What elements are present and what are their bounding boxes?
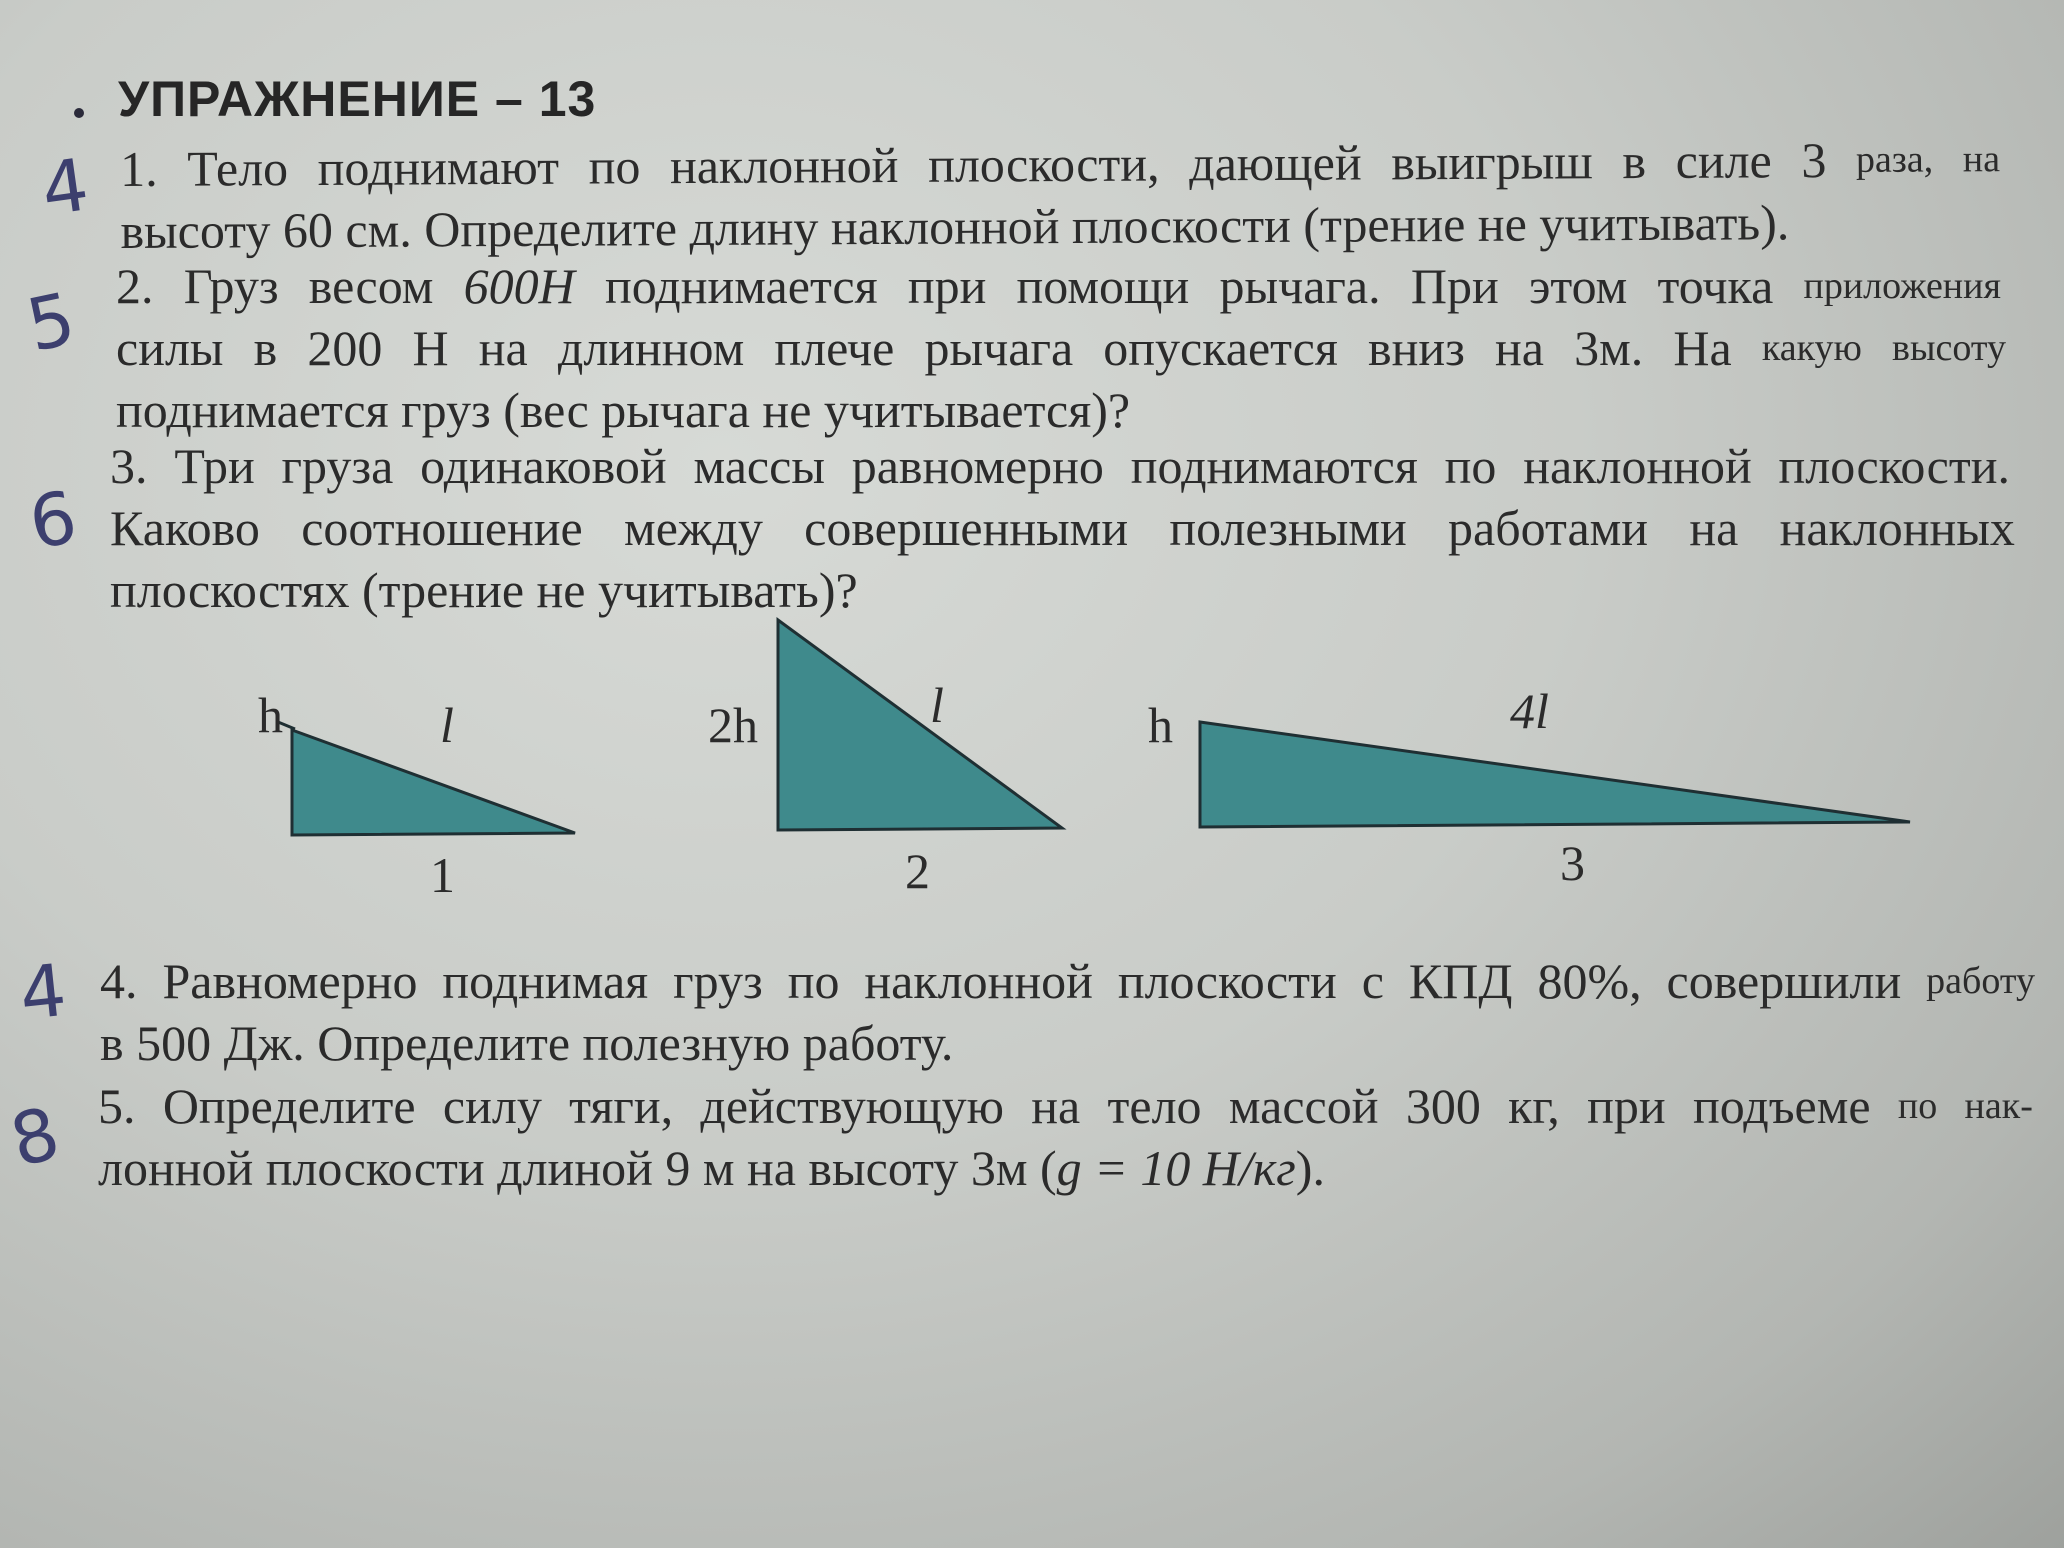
triangle-3: [1200, 722, 1910, 827]
word: на: [1494, 320, 1544, 376]
problem-5-line-1: [98, 1075, 2033, 1137]
word: 2.: [116, 258, 154, 314]
word: поднимая: [442, 953, 649, 1009]
word: Равномерно: [162, 953, 418, 1009]
word: поднимается: [604, 258, 878, 314]
hypotenuse-label-2: l: [930, 677, 944, 733]
word: приложения: [1803, 265, 2001, 307]
exercise-title: УПРАЖНЕНИЕ – 13: [118, 71, 597, 127]
word: точка: [1657, 258, 1774, 314]
word: силы: [116, 320, 224, 376]
text-segment: лонной плоскости длиной 9 м на высоту 3м (: [98, 1140, 1057, 1196]
word: помощи: [1016, 258, 1190, 314]
word: плоскости,: [927, 135, 1160, 193]
figure-number-2: 2: [905, 843, 930, 899]
text-segment: ).: [1295, 1140, 1325, 1196]
word: Каково: [110, 500, 260, 556]
word: на: [1689, 500, 1739, 556]
word: нак-: [1964, 1085, 2033, 1127]
triangle-2: [778, 620, 1062, 830]
word: совершили: [1666, 953, 1902, 1009]
word: кг,: [1508, 1078, 1560, 1134]
word: высоту: [1892, 327, 2006, 369]
word: тело: [1107, 1078, 1202, 1134]
word: На: [1673, 320, 1732, 376]
word: на: [1031, 1078, 1081, 1134]
word: работу: [1926, 960, 2035, 1002]
word: КПД: [1408, 953, 1513, 1009]
problem-4: [100, 950, 2035, 1074]
word: 300: [1405, 1078, 1481, 1134]
word: 3.: [110, 438, 148, 494]
word: наклонных: [1779, 500, 2015, 556]
word: груз: [673, 953, 763, 1009]
height-label-2: 2h: [708, 697, 758, 753]
word: поднимаются: [1130, 438, 1418, 494]
word: при: [907, 258, 987, 314]
word: по: [1444, 438, 1497, 494]
word: 80%,: [1537, 953, 1642, 1009]
word: в: [253, 320, 278, 376]
word: какую: [1761, 327, 1862, 369]
figure-number-1: 1: [430, 847, 455, 903]
word: этом: [1528, 258, 1628, 314]
word: весом: [308, 258, 434, 314]
problem-2-line-3: поднимается груз (вес рычага не учитывается)?: [116, 382, 1131, 438]
word: 5.: [98, 1078, 136, 1134]
handwritten-mark-1: 4: [36, 142, 94, 232]
word: Три: [174, 438, 255, 494]
word: по: [1897, 1085, 1938, 1127]
word: поднимают: [317, 138, 560, 196]
word: 1.: [120, 140, 158, 197]
word: Груз: [183, 258, 279, 314]
word: тяги,: [569, 1078, 674, 1134]
word: подъеме: [1692, 1078, 1871, 1134]
hypotenuse-label-3: 4l: [1510, 683, 1549, 739]
word: силу: [442, 1078, 542, 1134]
word: 4.: [100, 953, 138, 1009]
handwritten-mark-3: 6: [23, 474, 83, 566]
handwritten-mark-4: 4: [15, 947, 71, 1037]
height-label-1: h: [258, 687, 283, 743]
gravity-formula: g = 10 Н/кг: [1056, 1140, 1296, 1196]
word: массой: [1228, 1078, 1379, 1134]
weight-value: 600Н: [463, 258, 575, 314]
word: наклонной: [864, 953, 1093, 1009]
word: полезными: [1169, 500, 1407, 556]
word: вниз: [1367, 320, 1465, 376]
word: силе: [1675, 132, 1772, 189]
word: Тело: [187, 140, 289, 197]
word: груза: [281, 438, 394, 494]
word: опускается: [1103, 320, 1338, 376]
word: наклонной: [669, 136, 899, 195]
word: действующую: [700, 1078, 1004, 1134]
word: Определите: [162, 1078, 416, 1134]
word: с: [1361, 953, 1384, 1009]
problem-5: [98, 1075, 2033, 1199]
problem-4-line-1: [100, 950, 2035, 1012]
word: При: [1410, 258, 1499, 314]
figure-number-3: 3: [1560, 835, 1585, 891]
word: совершенными: [804, 500, 1129, 556]
word: равномерно: [851, 438, 1104, 494]
word: длинном: [557, 320, 745, 376]
problem-3-line-3: плоскостях (трение не учитывать)?: [110, 562, 858, 618]
handwritten-mark-5: 8: [2, 1090, 68, 1184]
word: 3м.: [1574, 320, 1644, 376]
problem-5-line-2: [98, 1137, 2033, 1199]
word: рычага.: [1219, 258, 1381, 314]
problem-1-line-2: высоту 60 см. Определите длину наклонной плоскости (трение не учитывать).: [120, 194, 1790, 259]
word: 3: [1801, 132, 1827, 189]
word: по: [588, 138, 641, 195]
word: на: [1962, 138, 2001, 181]
problem-4-line-2: в 500 Дж. Определите полезную работу.: [100, 1015, 954, 1071]
word: раза,: [1855, 138, 1934, 181]
word: работами: [1448, 500, 1649, 556]
word: между: [624, 500, 763, 556]
word: на: [478, 320, 528, 376]
word: выигрыш: [1391, 133, 1593, 191]
triangle-1: [292, 730, 575, 835]
word: соотношение: [301, 500, 583, 556]
word: в: [1622, 133, 1647, 190]
word: дающей: [1189, 134, 1362, 192]
word: наклонной: [1523, 438, 1752, 494]
word: Н: [412, 320, 449, 376]
height-label-3: h: [1148, 697, 1173, 753]
word: рычага: [924, 320, 1074, 376]
word: массы: [693, 438, 825, 494]
word: одинаковой: [420, 438, 667, 494]
word: плече: [774, 320, 895, 376]
word: плоскости.: [1778, 438, 2010, 494]
handwritten-mark-2: 5: [19, 276, 83, 368]
word: при: [1587, 1078, 1666, 1134]
word: плоскости: [1117, 953, 1337, 1009]
word: 200: [307, 320, 383, 376]
hypotenuse-label-1: l: [440, 697, 454, 753]
word: по: [787, 953, 840, 1009]
